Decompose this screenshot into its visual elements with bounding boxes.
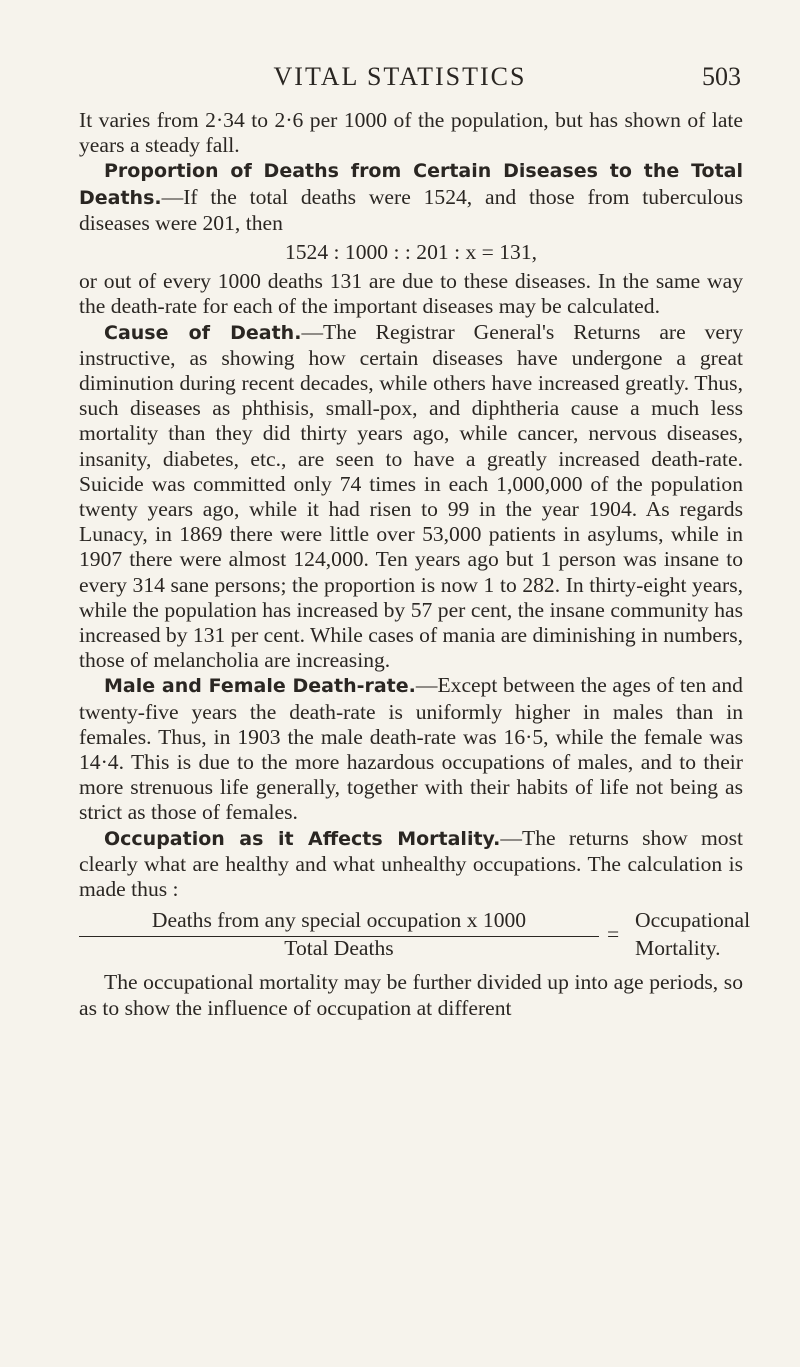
section-heading-cause: Cause of Death. [104, 321, 302, 344]
cause-text: —The Registrar General's Returns are very instructive, as showing how certain diseases have undergone a great diminution during recent decades, while others have increased greatly. Thus, such diseases as phthisis, small-pox, and diphtheria cause a much less mortality than they did thirty years ago, while cancer, nervous diseases, insanity, diabetes, etc., are seen to have a greatly increased death-rate. Suicide was committed only 74 times in each 1,000,000 of the population twenty years ago, while it had risen to 99 in the year 1904. As regards Lunacy, in 1869 there were little over 53,000 patients in asylums, while in 1907 there were almost 124,000. Ten years ago but 1 person was insane to every 314 sane persons; the proportion is now 1 to 282. In thirty-eight years, while the population has increased by 57 per cent, the insane community has increased by 131 per cent. While cases of mania are diminishing in numbers, those of melancholia are increasing. [79, 319, 744, 673]
intro-paragraph: It varies from 2·34 to 2·6 per 1000 of the population, but has shown of late years a steady fall. [79, 108, 743, 158]
proportion-equation: 1524 : 1000 : : 201 : x = 131, [284, 240, 538, 265]
section-heading-proportion: Proportion of Deaths from Certain Diseases to the Total Deaths. [79, 160, 743, 209]
occupational-mortality-formula [79, 908, 751, 962]
occupation-paragraph [79, 826, 743, 903]
section-heading-occupation: Occupation as it Affects Mortality. [104, 827, 501, 850]
proportion-continuation: or out of every 1000 deaths 131 are due to these diseases. In the same way the death-rate for each of the important diseases may be calculated. [79, 269, 743, 319]
formula-equals: = [607, 922, 620, 947]
closing-paragraph: The occupational mortality may be further divided up into age periods, so as to show the influence of occupation at different [79, 970, 743, 1020]
page-number: 503 [702, 62, 741, 91]
body-text [79, 108, 751, 1021]
running-title: VITAL STATISTICS [273, 62, 527, 91]
formula-numerator: Deaths from any special occupation x 1000 [79, 908, 599, 936]
proportion-text: —If the total deaths were 1524, and those from tuberculous diseases were 201, then [79, 184, 743, 235]
sex-paragraph [79, 673, 743, 825]
occupation-text: —The returns show most clearly what are healthy and what unhealthy occupations. The calculation is made thus : [79, 825, 743, 902]
formula-denominator: Total Deaths [284, 936, 394, 961]
formula-result-top: Occupational [635, 908, 751, 933]
sex-text: —Except between the ages of ten and twenty-five years the death-rate is uniformly higher in males than in females. Thus, in 1903 the male death-rate was 16·5, while the female was 14·4. This is due to the more hazardous occupations of males, and to their more strenuous life generally, together with their habits of life not being as strict as those of females. [79, 673, 743, 825]
running-head [0, 62, 800, 102]
proportion-paragraph [79, 158, 743, 236]
cause-paragraph [79, 320, 743, 674]
formula-result-bottom: Mortality. [635, 936, 721, 961]
section-heading-sex: Male and Female Death-rate. [104, 675, 416, 698]
